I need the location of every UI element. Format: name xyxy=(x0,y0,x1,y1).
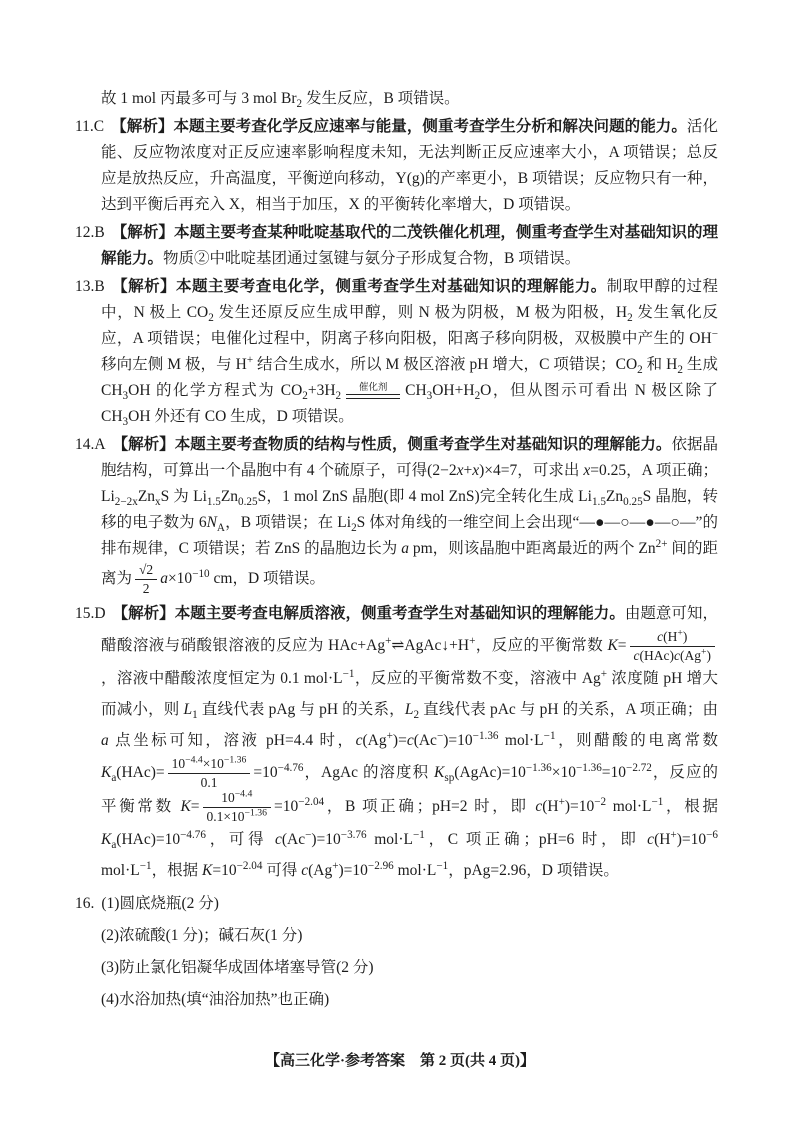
answer-item-12 xyxy=(75,220,718,272)
continuation-line: 故 1 mol 丙最多可与 3 mol $Br_2$ 发生反应，B 项错误。 xyxy=(101,90,460,111)
analysis-lead-15: 【解析】本题主要考查电解质溶液，侧重考查学生对基础知识的理解能力。 xyxy=(112,605,625,623)
item-number-13: 13.B xyxy=(75,278,105,295)
item-number-15: 15.D xyxy=(75,605,106,623)
analysis-lead-13: 【解析】本题主要考查电化学，侧重考查学生对基础知识的理解能力。 xyxy=(111,278,607,295)
analysis-body-15: 由题意可知，醋酸溶液与硝酸银溶液的反应为 HAc+Ag+⇌AgAc↓+H+，反应的平衡常数 K= $\frac{c(H^+)}{c(HAc)c(Ag^+)}$ ，溶液中醋酸浓度恒定为 0.1 $mol\cdot L^{-1}$，反应的平衡常数不变，溶液中 Ag+ 浓度随 pH 增大而减小，则 $L_1$ 直线代表 pAg 与 pH 的关系，$L_2$ 直线代表 pAc 与 pH 的关系，A 项正确；由 a 点坐标可知，溶液 pH=4.4 时，$c(Ag^+)=c(Ac^-)=10^{-1.36}$ $mol\cdot L^{-1}$，则醋酸的电离常数 $K_a(HAc)=$ $\frac{10^{-4.4}\times 10^{-1.36}}{0.1}$ $=10^{-4.76}$，AgAc 的溶度积 $K_{sp}(AgAc)=10^{-1.36}\times 10^{-1.36}=10^{-2.72}$，反应的平衡常数 K= $\frac{10^{-4.4}}{0.1\times 10^{-1.36}}$ $=10^{-2.04}$，B 项正确；pH=2 时，即 $c(H^+)=10^{-2}$ $mol\cdot L^{-1}$，根据 $K_a(HAc)=10^{-4.76}$，可得 $c(Ac^-)=10^{-3.76}$ $mol\cdot L^{-1}$，C 项正确；pH=6 时，即 $c(H^+)=10^{-6}$ $mol\cdot L^{-1}$，根据 $K=10^{-2.04}$ 可得 $c(Ag^+)=10^{-2.96}$ $mol\cdot L^{-1}$，pAg=2.96，D 项错误。 xyxy=(101,605,719,880)
item-number-14: 14.A xyxy=(75,436,106,453)
answer-16-part-2: (2)浓硫酸(1 分)；碱石灰(1 分) xyxy=(101,927,303,945)
analysis-lead-14: 【解析】本题主要考查物质的结构与性质，侧重考查学生对基础知识的理解能力。 xyxy=(112,436,672,453)
analysis-lead-12: 【解析】本题主要考查某种吡啶基取代的二茂铁催化机理，侧重考查学生对基础知识的理解能力。 xyxy=(101,224,718,267)
answer-16-part-4: (4)水浴加热(填“油浴加热”也正确) xyxy=(101,991,330,1009)
answer-16-part-1 xyxy=(75,889,718,919)
answer-16-part-1-text: (1)圆底烧瓶(2 分) xyxy=(101,895,219,913)
answer-item-11 xyxy=(75,114,718,218)
answer-item-13 xyxy=(75,274,718,430)
answer-item-16 xyxy=(75,889,718,1015)
analysis-body-14: 依据晶胞结构，可算出一个晶胞中有 4 个硫原子，可得(2−2x+x)×4=7，可求出 x=0.25，A 项正确；$Li_{2-2x}Zn_xS$ 为 $Li_{1.5}Zn_{0.25}S$，1 mol ZnS 晶胞(即 4 mol ZnS)完全转化生成 $Li_{1.5}Zn_{0.25}S$ 晶胞，转移的电子数为 $6N_A$，B 项错误；在 $Li_2S$ 体对角线的一维空间上会出现“—●—○—●—○—”的排布规律，C 项错误；若 ZnS 的晶胞边长为 a pm，则该晶胞中距离最近的两个 $Zn^{2+}$ 间的距离为 $\frac{√2}{2}$ $a\times 10^{-10}$ cm，D 项错误。 xyxy=(101,436,718,596)
answer-item-15 xyxy=(75,598,718,886)
page-footer: 【高三化学·参考答案 第 2 页(共 4 页)】 xyxy=(265,1053,535,1069)
item-number-16: 16. xyxy=(75,895,95,913)
analysis-lead-11: 【解析】本题主要考查化学反应速率与能量，侧重考查学生分析和解决问题的能力。 xyxy=(111,118,687,135)
analysis-body-13: 制取甲醇的过程中，N 极上 $CO_2$ 发生还原反应生成甲醇，则 N 极为阴极，M 极为阳极，$H_2$ 发生氧化反应，A 项错误；电催化过程中，阴离子移向阳极，阳离子移向阴极，双极膜中产生的 OH− 移向左侧 M 极，与 H+ 结合生成水，所以 M 极区溶液 pH 增大，C 项错误；$CO_2$ 和 $H_2$ 生成 $CH_3OH$ 的化学方程式为 $CO_2+3H_2$ 催化剂 $CH_3OH+H_2O$，但从图示可看出 N 极区除了 $CH_3OH$ 外还有 CO 生成，D 项错误。 xyxy=(101,278,719,429)
answer-item-14 xyxy=(75,432,718,596)
answer-16-part-3: (3)防止氯化铝凝华成固体堵塞导管(2 分) xyxy=(101,959,374,977)
analysis-body-12: 物质②中吡啶基团通过氢键与氨分子形成复合物，B 项错误。 xyxy=(163,250,581,267)
item-number-12: 12.B xyxy=(75,224,105,241)
item-number-11: 11.C xyxy=(75,118,105,135)
analysis-body-11: 活化能、反应物浓度对正反应速率影响程度未知，无法判断正反应速率大小，A 项错误；总反应是放热反应，升高温度，平衡逆向移动，Y(g)的产率更小，B 项错误；反应物只有一种，达到平衡后再充入 X，相当于加压，X 的平衡转化率增大，D 项错误。 xyxy=(101,118,718,213)
